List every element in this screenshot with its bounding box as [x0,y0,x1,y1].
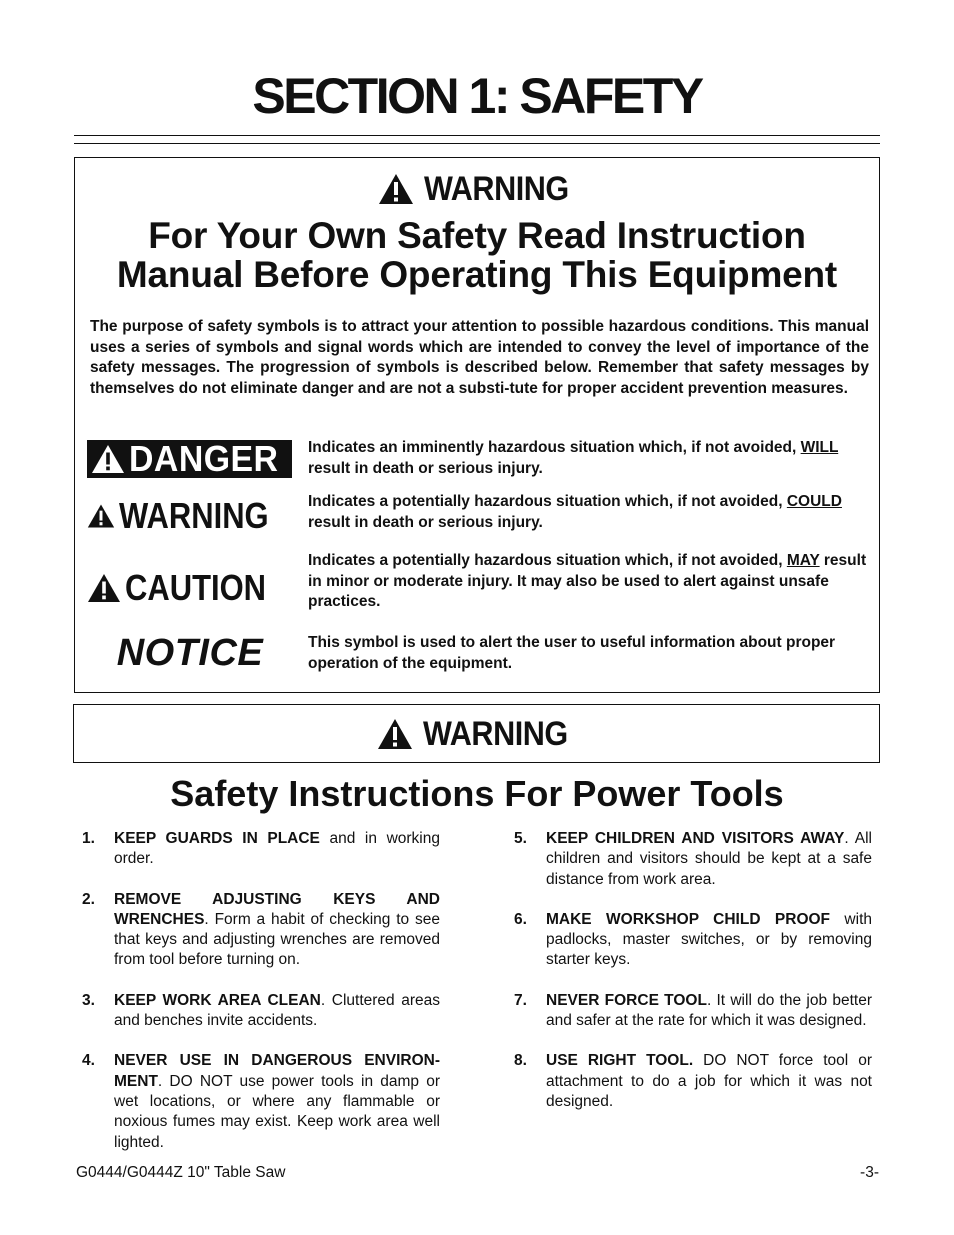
instruction-text [546,1051,872,1112]
title-rule-top [74,135,880,136]
instructions-right-column [514,829,872,1132]
notice-label: NOTICE [116,632,264,674]
warning-description-emphasis: COULD [786,493,842,510]
warning-description-text: Indicates a potentially hazardous situation which, if not avoided, [308,493,787,510]
instruction-rest: DO NOT force tool or attachment to do a job for which it was not designed. [546,1052,872,1110]
caution-description-text: Indicates a potentially hazardous situation which, if not avoided, [308,552,787,569]
instruction-lead: MAKE WORKSHOP CHILD PROOF [546,910,831,928]
safety-read-manual-box [74,157,880,693]
warning-description [308,492,868,533]
danger-triangle-icon [91,444,125,474]
instruction-text [546,829,872,890]
instruction-number: 5. [514,830,527,847]
instruction-rest: with padlocks, master switches, or by removing starter keys. [546,910,872,969]
instruction-rest: . It will do the job better and safer at the rate for which it was designed. [546,991,872,1030]
power-tools-subtitle: Safety Instructions For Power Tools [170,773,784,814]
instruction-lead: REMOVE ADJUSTING KEYS AND WRENCHES [114,890,440,928]
instruction-text [114,890,440,971]
instruction-text [114,1051,440,1152]
danger-label: DANGER [129,438,279,479]
instruction-item [82,991,440,1032]
danger-badge [87,440,292,478]
warning-heading [75,168,879,210]
instruction-lead: KEEP WORK AREA CLEAN [114,991,321,1009]
instruction-rest: . DO NOT use power tools in damp or wet locations, or where any flammable or noxious fumes may exist. Keep work area well lighted. [114,1072,440,1151]
box-title [75,216,879,294]
danger-description [308,438,868,479]
instruction-text [114,991,440,1032]
safety-symbols-intro: The purpose of safety symbols is to attract your attention to possible hazardous conditions. This manual uses a series of symbols and signal words which are intended to convey the level of importance of the safety messages. The progression of symbols is described below. Remember that safety messages by themselves do not eliminate danger and are not a substi-tute for proper accident prevention measures. [90,318,869,397]
warning-symbol [87,494,293,538]
warning-word-2: WARNING [423,714,568,753]
caution-description-emphasis: MAY [786,552,820,569]
notice-description-text: This symbol is used to alert the user to useful information about proper operation of the equipment. [308,634,836,672]
instruction-rest: and in working order. [114,830,440,868]
instruction-item [514,910,872,971]
instruction-rest: . Cluttered areas and benches invite accidents. [114,991,440,1030]
instruction-item [514,1051,872,1112]
warning-triangle-icon [377,718,413,750]
instruction-number: 3. [82,991,95,1009]
instruction-item [82,1051,440,1152]
title-rule-bottom [74,143,880,144]
instruction-item [514,829,872,890]
warning-label: WARNING [119,495,269,536]
instruction-lead: KEEP GUARDS IN PLACE [114,830,320,847]
warning-word: WARNING [423,169,569,208]
notice-symbol [87,632,293,676]
warning-triangle-icon [87,501,115,531]
caution-label: CAUTION [125,567,267,608]
warning-heading-2 [74,713,879,755]
instruction-number: 7. [514,991,527,1009]
caution-description-text-end: result in minor or moderate injury. It may also be used to alert against unsafe practices. [308,552,867,610]
instruction-rest: . Form a habit of checking to see that keys and adjusting wrenches are removed from tool before turning on. [114,910,440,969]
instruction-text [114,829,440,870]
instruction-item [82,829,440,870]
instruction-lead: NEVER FORCE TOOL [546,991,707,1009]
notice-description [308,633,868,674]
instruction-item [82,890,440,971]
danger-symbol [87,440,293,484]
footer-page-number: -3- [860,1164,879,1181]
danger-description-text: Indicates an imminently hazardous situation which, if not avoided, [308,439,801,456]
instruction-text [546,910,872,971]
instruction-lead: NEVER USE IN DANGEROUS ENVIRON-MENT [114,1052,440,1090]
instruction-lead: USE RIGHT TOOL. [546,1052,694,1070]
instruction-number: 1. [82,830,95,847]
instruction-number: 6. [514,910,527,928]
instruction-text [546,991,872,1032]
warning-badge [87,494,293,538]
instruction-lead: KEEP CHILDREN AND VISITORS AWAY [546,830,845,847]
caution-symbol [87,566,293,610]
power-tools-warning-box [73,704,880,763]
instruction-number: 8. [514,1052,527,1070]
instruction-rest: . All children and visitors should be kept at a safe distance from work area. [546,830,872,888]
warning-description-text-end: result in death or serious injury. [308,513,543,531]
box-title-line-2: Manual Before Operating This Equipment [116,254,838,295]
caution-description [308,551,868,613]
instruction-item [514,991,872,1032]
box-title-line-1: For Your Own Safety Read Instruction [148,215,806,256]
instruction-number: 2. [82,890,95,908]
danger-description-emphasis: WILL [800,439,839,456]
footer-model: G0444/G0444Z 10" Table Saw [76,1164,286,1181]
caution-triangle-icon [87,573,121,603]
instructions-left-column [82,829,440,1173]
instruction-number: 4. [82,1052,95,1070]
warning-triangle-icon [378,173,414,205]
caution-badge [87,566,293,610]
section-title: SECTION 1: SAFETY [252,68,702,124]
danger-description-text-end: result in death or serious injury. [308,459,543,477]
